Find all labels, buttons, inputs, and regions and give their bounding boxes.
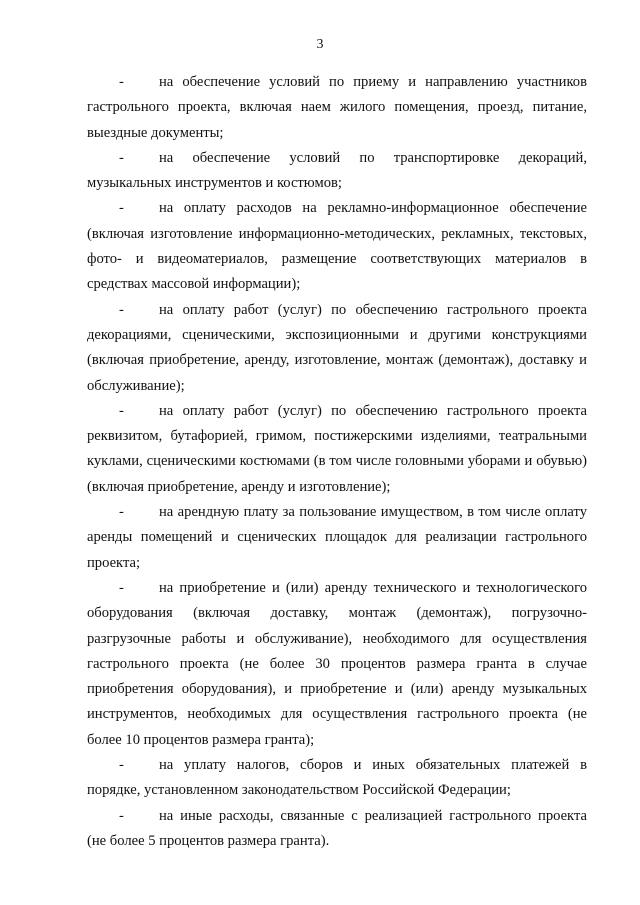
list-bullet: - <box>119 807 124 824</box>
list-item-text: на арендную плату за пользование имуществом, в том числе оплату аренды помещений и сценических площадок для реализации гастрольного проекта; <box>87 504 587 571</box>
list-item-text: на обеспечение условий по транспортировке декораций, музыкальных инструментов и костюмов; <box>87 149 587 192</box>
list-item-text: на уплату налогов, сборов и иных обязательных платежей в порядке, установленном законодательством Российской Федерации; <box>87 757 587 799</box>
list-bullet: - <box>119 579 124 596</box>
list-item <box>87 70 587 146</box>
list-bullet: - <box>119 402 124 419</box>
list-bullet: - <box>119 757 124 774</box>
list-item <box>87 576 587 753</box>
list-bullet: - <box>119 149 124 166</box>
page-number: 3 <box>316 37 324 52</box>
list-item <box>87 753 587 804</box>
list-item <box>87 500 587 576</box>
list-bullet: - <box>119 301 124 318</box>
list-item-text: на оплату работ (услуг) по обеспечению гастрольного проекта декорациями, сценическими, экспозиционными и другими конструкциями (включая приобретение, аренду, изготовление, монтаж (демонтаж), доставку и обслуживание); <box>87 301 587 394</box>
list-item-text: на оплату работ (услуг) по обеспечению гастрольного проекта реквизитом, бутафорией, гримом, постижерскими изделиями, театральными куклами, сценическими костюмами (в том числе головными уборами и обувью) (включая приобретение, аренду и изготовление); <box>87 402 587 495</box>
list-item <box>87 399 587 500</box>
expense-list <box>87 70 587 854</box>
list-item <box>87 298 587 399</box>
list-item <box>87 196 587 297</box>
list-item-text: на приобретение и (или) аренду технического и технологического оборудования (включая доставку, монтаж (демонтаж), погрузочно-разгрузочные работы и обслуживание), необходимого для осуществления гастрольного проекта (не более 30 процентов размера гранта в случае приобретения оборудования), и приобретение и (или) аренду музыкальных инструментов, необходимых для осуществления гастрольного проекта (не более 10 процентов размера гранта); <box>87 579 587 748</box>
list-item-text: на обеспечение условий по приему и направлению участников гастрольного проекта, включая наем жилого помещения, проезд, питание, выездные документы; <box>87 74 587 141</box>
list-bullet: - <box>119 74 124 90</box>
list-item <box>87 146 587 197</box>
list-bullet: - <box>119 200 124 217</box>
list-item <box>87 804 587 855</box>
list-item-text: на иные расходы, связанные с реализацией гастрольного проекта (не более 5 процентов размера гранта). <box>87 807 587 849</box>
list-item-text: на оплату расходов на рекламно-информационное обеспечение (включая изготовление информационно-методических, рекламных, текстовых, фото- и видеоматериалов, размещение соответствующих материалов в средствах массовой информации); <box>87 200 587 293</box>
list-bullet: - <box>119 504 124 521</box>
